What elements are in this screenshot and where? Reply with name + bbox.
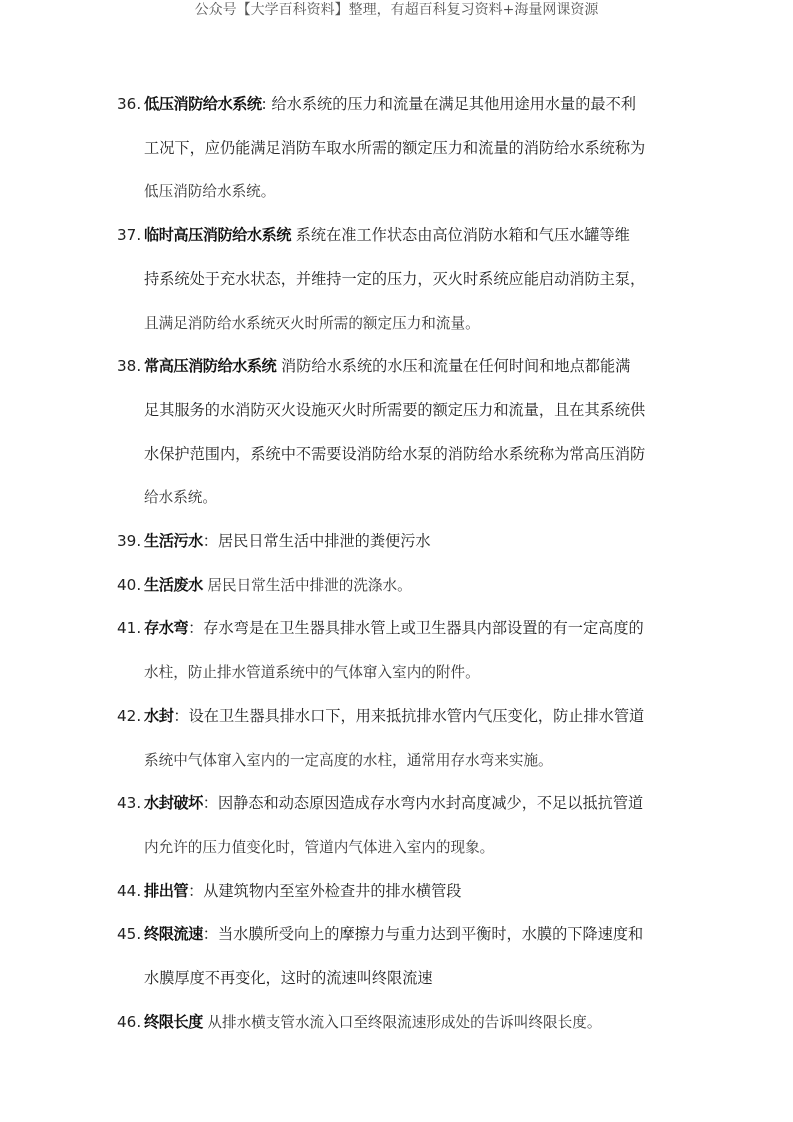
item-term: 排出管 <box>144 881 189 900</box>
item-text: 给水系统。 <box>144 489 217 507</box>
item-number: 43. <box>117 794 142 813</box>
glossary-item-45 <box>117 913 677 1000</box>
glossary-item-43 <box>117 782 677 869</box>
item-term: 生活废水 <box>144 575 203 594</box>
item-number: 37. <box>117 226 142 245</box>
item-text: 足其服务的水消防灭火设施灭火时所需要的额定压力和流量，且在其系统供 <box>144 400 646 419</box>
item-term: 临时高压消防给水系统 <box>144 226 291 245</box>
item-number: 40. <box>117 575 142 594</box>
item-text: ：因静态和动态原因造成存水弯内水封高度减少，不足以抵抗管道 <box>202 794 644 813</box>
item-number: 41. <box>117 619 142 638</box>
glossary-item-38 <box>117 345 677 520</box>
item-number: 36. <box>117 95 142 113</box>
item-text: 水保护范围内，系统中不需要设消防给水泵的消防给水系统称为常高压消防 <box>144 444 646 463</box>
item-number: 42. <box>117 706 142 725</box>
item-text: ：当水膜所受向上的摩擦力与重力达到平衡时，水膜的下降速度和 <box>202 925 644 944</box>
item-text: : 给水系统的压力和流量在满足其他用途用水量的最不利 <box>261 95 636 113</box>
glossary-list <box>117 83 677 1044</box>
glossary-item-46 <box>117 1001 677 1045</box>
item-text: 系统在准工作状态由高位消防水箱和气压水罐等维 <box>290 226 630 245</box>
item-text: 持系统处于充水状态，并维持一定的压力，灭火时系统应能启动消防主泵， <box>144 269 646 288</box>
glossary-item-37 <box>117 214 677 345</box>
item-text: 从排水横支管水流入口至终限流速形成处的告诉叫终限长度。 <box>202 1013 602 1031</box>
glossary-item-36 <box>117 83 677 214</box>
item-text: 消防给水系统的水压和流量在任何时间和地点都能满 <box>276 357 631 376</box>
item-text: ：设在卫生器具排水口下，用来抵抗排水管内气压变化，防止排水管道 <box>173 706 645 725</box>
item-number: 39. <box>117 532 142 551</box>
item-term: 终限长度 <box>144 1012 203 1031</box>
item-text: 水膜厚度不再变化，这时的流速叫终限流速 <box>144 969 433 988</box>
item-number: 38. <box>117 357 142 376</box>
glossary-item-41 <box>117 607 677 694</box>
item-text: 内允许的压力值变化时，管道内气体进入室内的现象。 <box>144 838 495 856</box>
item-number: 46. <box>117 1012 142 1031</box>
item-text: ：居民日常生活中排泄的粪便污水 <box>202 532 431 551</box>
item-term: 生活污水 <box>144 532 203 551</box>
item-text: 系统中气体窜入室内的一定高度的水柱，通常用存水弯来实施。 <box>144 751 553 769</box>
glossary-item-44 <box>117 870 677 914</box>
glossary-item-39 <box>117 520 677 564</box>
glossary-item-40 <box>117 564 677 608</box>
item-number: 44. <box>117 881 142 900</box>
item-term: 终限流速 <box>144 925 203 944</box>
item-term: 存水弯 <box>144 619 189 638</box>
item-text: 工况下，应仍能满足消防车取水所需的额定压力和流量的消防给水系统称为 <box>144 138 646 157</box>
item-text: ：从建筑物内至室外检查井的排水横管段 <box>188 881 462 900</box>
item-text: ：存水弯是在卫生器具排水管上或卫生器具内部设置的有一定高度的 <box>188 619 644 638</box>
item-number: 45. <box>117 925 142 944</box>
item-text: 水柱，防止排水管道系统中的气体窜入室内的附件。 <box>144 664 480 682</box>
item-term: 低压消防给水系统 <box>144 95 262 113</box>
item-text: 且满足消防给水系统灭火时所需的额定压力和流量。 <box>144 314 480 332</box>
item-text: 居民日常生活中排泄的洗涤水。 <box>202 576 412 594</box>
page-header: 公众号【大学百科资料】整理，有超百科复习资料+海量网课资源 <box>194 2 599 18</box>
glossary-item-42 <box>117 695 677 782</box>
item-term: 水封破坏 <box>144 794 203 813</box>
item-text: 低压消防给水系统。 <box>144 183 276 201</box>
item-term: 水封 <box>144 706 174 725</box>
item-term: 常高压消防给水系统 <box>144 357 277 376</box>
